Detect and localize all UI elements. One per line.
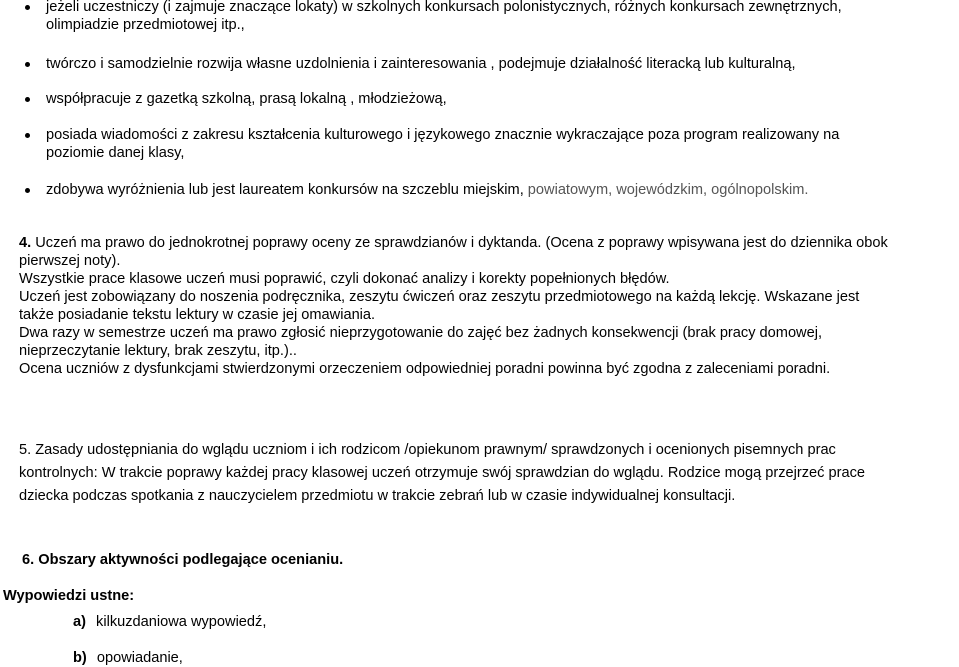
section-5: 5. Zasady udostępniania do wglądu uczniom i ich rodzicom /opiekunom prawnym/ sprawdzonych i ocenionych pisemnych prac kontrolnych: W trakcie poprawy każdej pracy klasowej uczeń otrzymuje swój sprawdzian do wglądu. Rodzice mogą przejrzeć prace dziecka podczas spotkania z nauczycielem przedmiotu w trakcie zebrań lub w czasie indywidualnej konsultacji. [19,442,865,504]
bullet-item: współpracuje z gazetką szkolną, prasą lokalną , młodzieżową, [46,91,447,107]
bullet-dot [25,62,30,67]
bullet-item: twórczo i samodzielnie rozwija własne uzdolnienia i zainteresowania , podejmuje działalność literacką lub kulturalną, [46,56,796,72]
section-4: 4. Uczeń ma prawo do jednokrotnej poprawy oceny ze sprawdzianów i dyktanda. (Ocena z poprawy wpisywana jest do dziennika obok pierwszej noty). Wszystkie prace klasowe uczeń musi poprawić, czyli dokonać analizy i korekty popełnionych błędów. Uczeń jest zobowiązany do noszenia podręcznika, zeszytu ćwiczeń oraz zeszytu przedmiotowego na każdą lekcję. Wskazane jest także posiadanie tekstu lektury w czasie jej omawiania. Dwa razy w semestrze uczeń ma prawo zgłosić nieprzygotowanie do zajęć bez żadnych konsekwencji (brak pracy domowej, nieprzeczytanie lektury, brak zeszytu, itp.).. Ocena uczniów z dysfunkcjami stwierdzonymi orzeczeniem odpowiedniej poradni powinna być zgodna z zaleceniami poradni. [19,235,888,377]
list-item: a) kilkuzdaniowa wypowiedź, [73,614,267,630]
bullet-dot [25,5,30,10]
bullet-dot [25,188,30,193]
section-6-title: 6. Obszary aktywności podlegające ocenianiu. [22,552,344,568]
bullet-item: posiada wiadomości z zakresu kształcenia kulturowego i językowego znacznie wykraczające poza program realizowany na poziomie danej klasy, [46,127,840,161]
bullet-item: zdobywa wyróżnienia lub jest laureatem konkursów na szczeblu miejskim, powiatowym, wojewódzkim, ogólnopolskim. [46,182,809,198]
bullet-dot [25,133,30,138]
bullet-item: jeżeli uczestniczy (i zajmuje znaczące lokaty) w szkolnych konkursach polonistycznych, różnych konkursach zewnętrznych, olimpiadzie przedmiotowej itp., [46,0,842,33]
list-item: b) opowiadanie, [73,650,183,666]
oral-heading: Wypowiedzi ustne: [3,588,135,604]
bullet-dot [25,97,30,102]
section-number: 4. [19,235,32,251]
